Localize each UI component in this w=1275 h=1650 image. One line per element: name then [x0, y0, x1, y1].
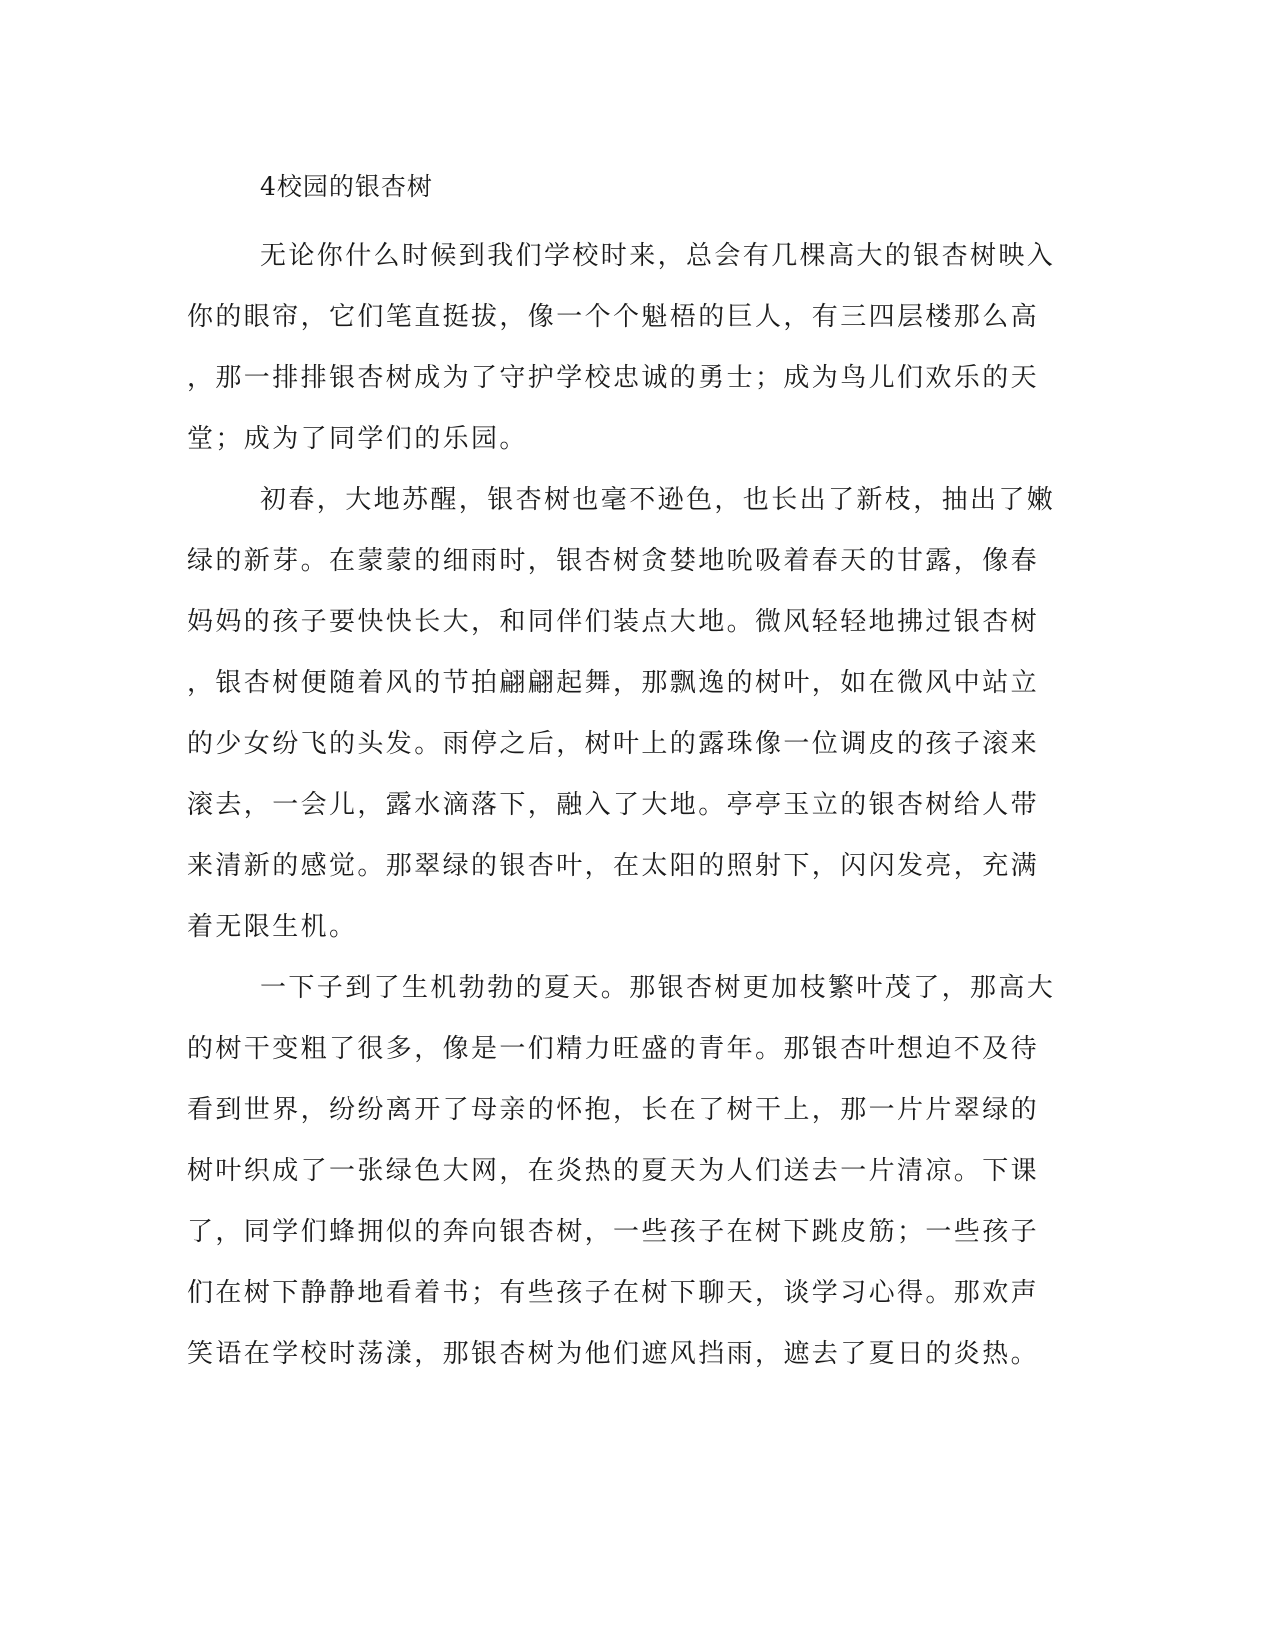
text-line: 妈妈的孩子要快快长大，和同伴们装点大地。微风轻轻地拂过银杏树 — [187, 607, 1040, 637]
document-text — [187, 226, 1067, 1385]
text-line: 树叶织成了一张绿色大网，在炎热的夏天为人们送去一片清凉。下课 — [187, 1156, 1040, 1186]
text-line: 你的眼帘，它们笔直挺拔，像一个个魁梧的巨人，有三四层楼那么高 — [187, 302, 1040, 332]
text-line: 初春，大地苏醒，银杏树也毫不逊色，也长出了新枝，抽出了嫩 — [260, 485, 1056, 515]
text-line: 着无限生机。 — [187, 912, 358, 942]
text-line: ，那一排排银杏树成为了守护学校忠诚的勇士；成为鸟儿们欢乐的天 — [187, 363, 1040, 393]
text-line: 来清新的感觉。那翠绿的银杏叶，在太阳的照射下，闪闪发亮，充满 — [187, 851, 1040, 881]
text-line: 的少女纷飞的头发。雨停之后，树叶上的露珠像一位调皮的孩子滚来 — [187, 729, 1040, 759]
text-line: 堂；成为了同学们的乐园。 — [187, 424, 528, 454]
text-line: 无论你什么时候到我们学校时来，总会有几棵高大的银杏树映入 — [260, 241, 1056, 271]
text-line: 看到世界，纷纷离开了母亲的怀抱，长在了树干上，那一片片翠绿的 — [187, 1095, 1040, 1125]
document-title: 4校园的银杏树 — [260, 172, 433, 201]
text-line: 滚去，一会儿，露水滴落下，融入了大地。亭亭玉立的银杏树给人带 — [187, 790, 1040, 820]
text-line: 了，同学们蜂拥似的奔向银杏树，一些孩子在树下跳皮筋；一些孩子 — [187, 1217, 1040, 1247]
text-line: 一下子到了生机勃勃的夏天。那银杏树更加枝繁叶茂了，那高大 — [260, 973, 1056, 1003]
text-line: 笑语在学校时荡漾，那银杏树为他们遮风挡雨，遮去了夏日的炎热。 — [187, 1339, 1040, 1369]
text-line: 们在树下静静地看着书；有些孩子在树下聊天，谈学习心得。那欢声 — [187, 1278, 1040, 1308]
text-line: 的树干变粗了很多，像是一们精力旺盛的青年。那银杏叶想迫不及待 — [187, 1034, 1040, 1064]
text-line: 绿的新芽。在蒙蒙的细雨时，银杏树贪婪地吮吸着春天的甘露，像春 — [187, 546, 1040, 576]
text-line: ，银杏树便随着风的节拍翩翩起舞，那飘逸的树叶，如在微风中站立 — [187, 668, 1040, 698]
document-body — [187, 167, 1067, 1385]
